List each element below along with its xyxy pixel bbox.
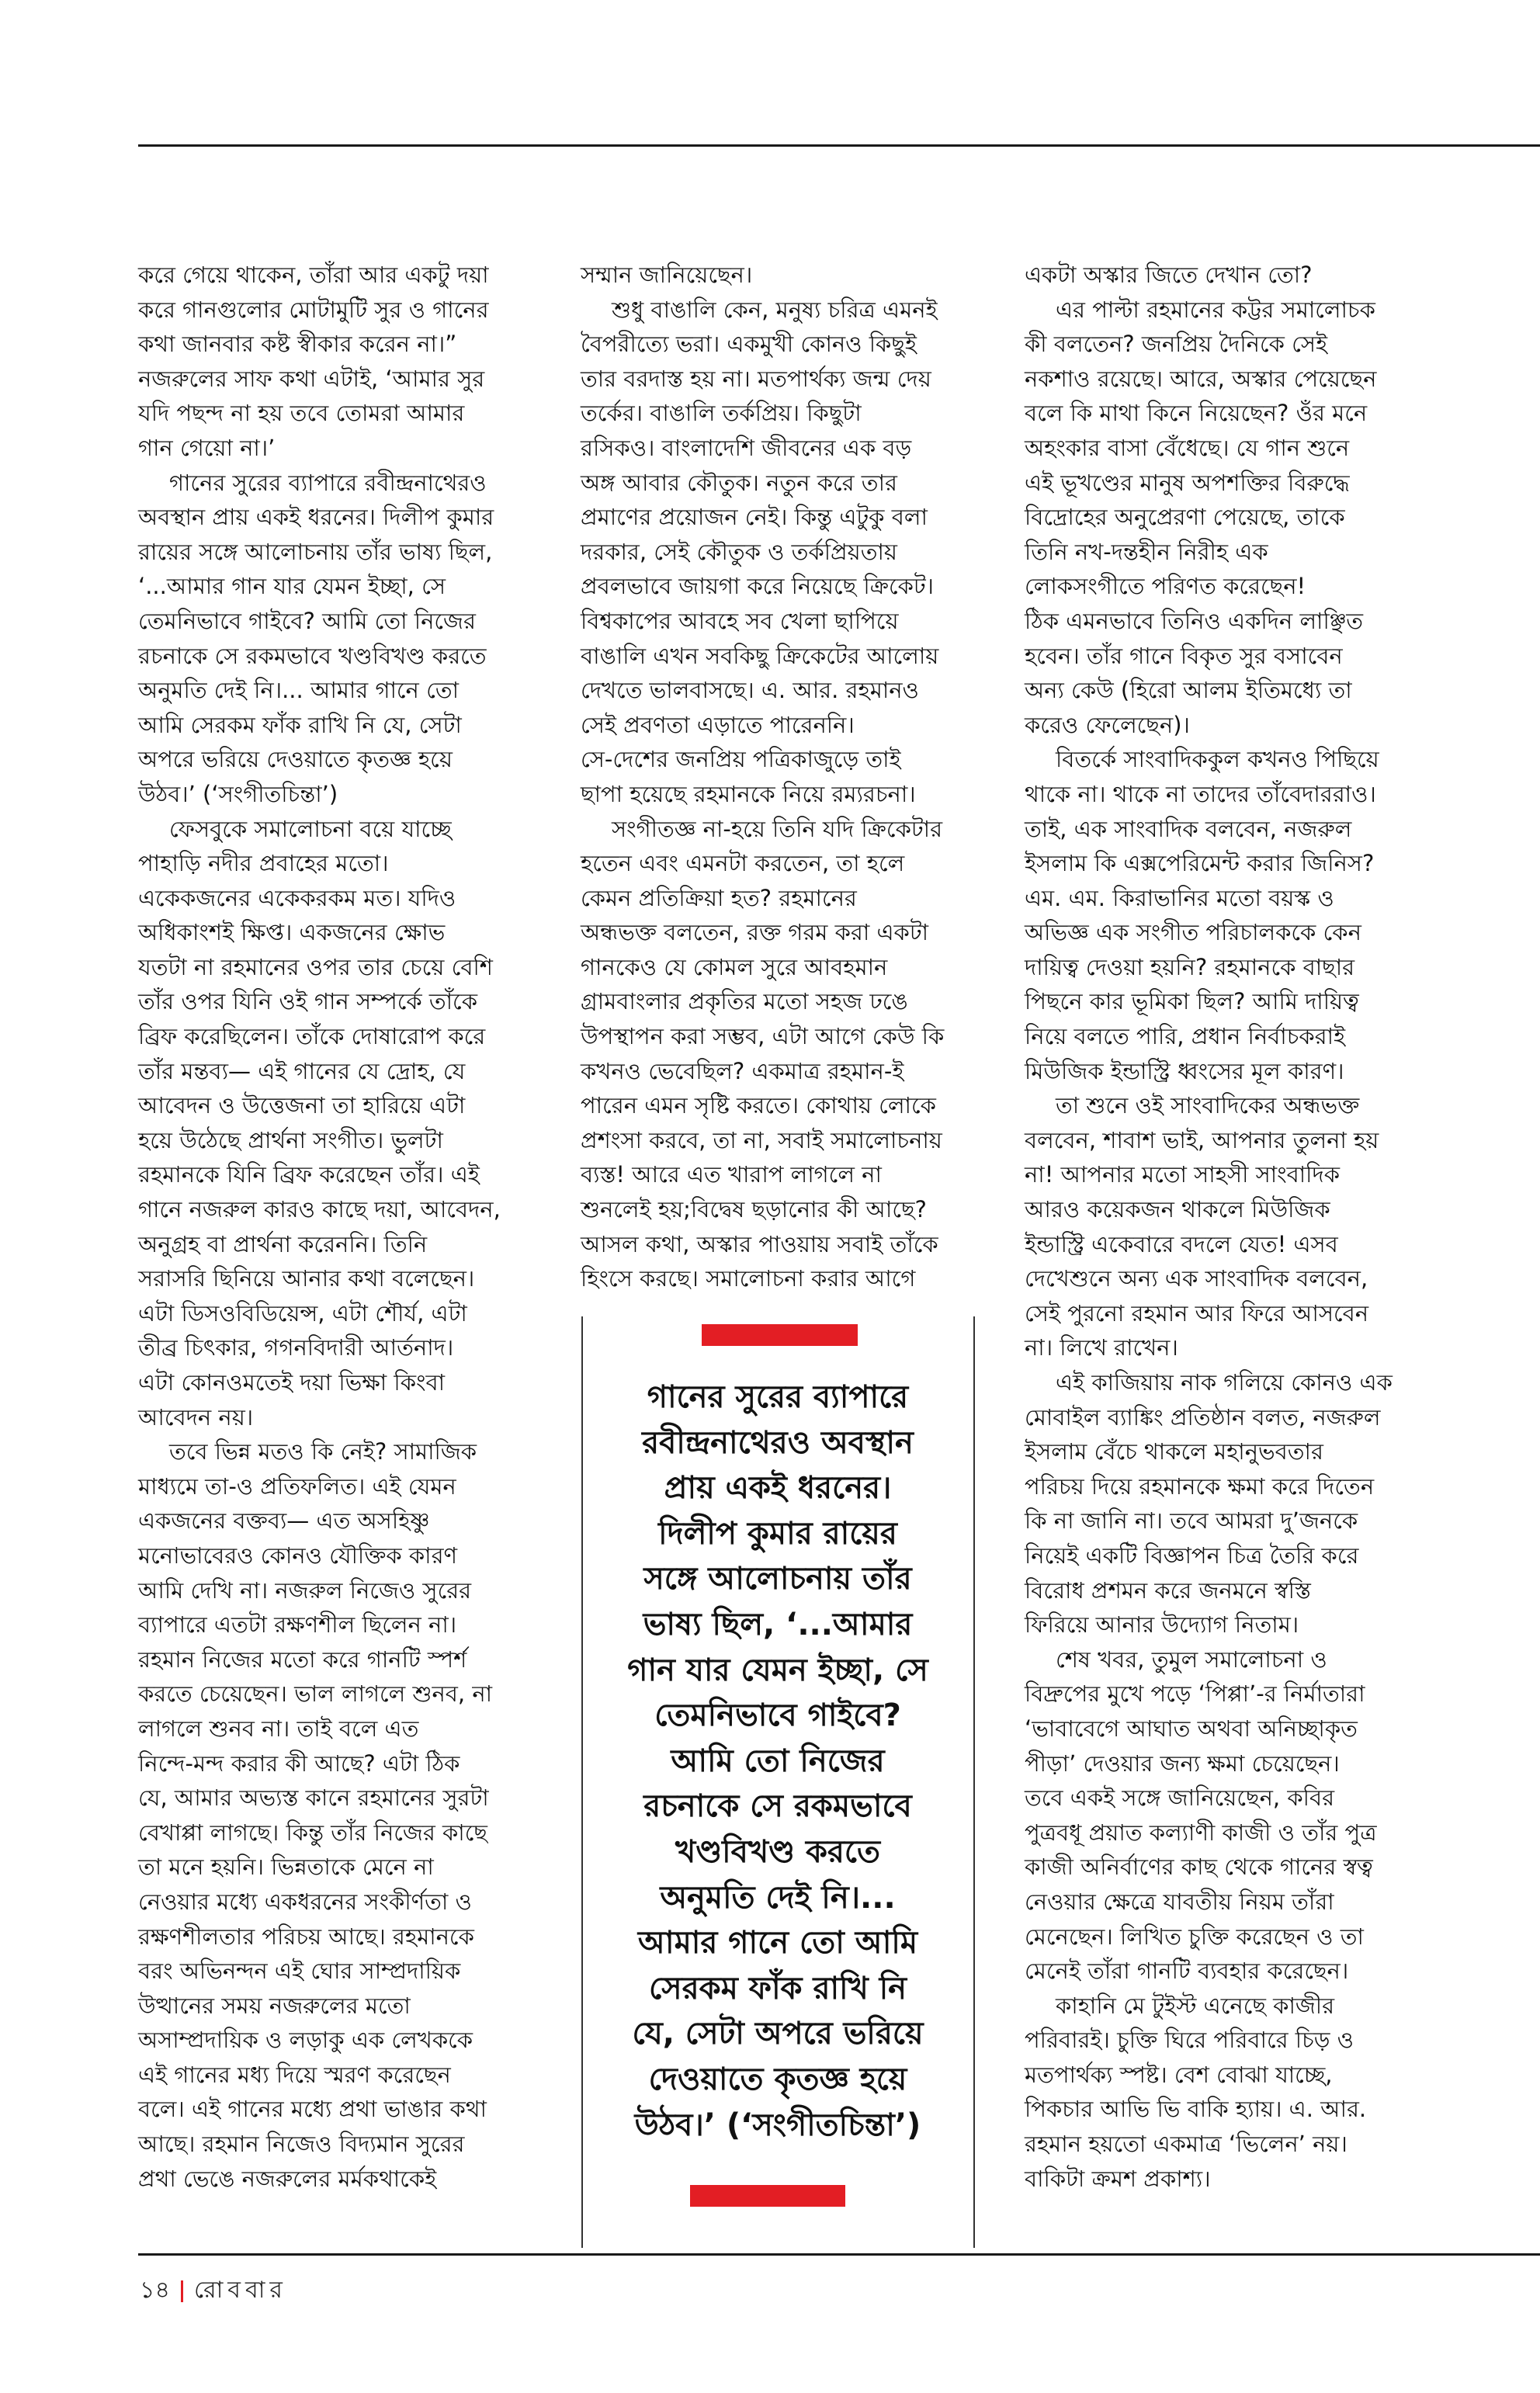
- paragraph: [138, 881, 542, 1435]
- pull-quote-top-accent-bar: [702, 1324, 858, 1346]
- text-line: প্রশংসা করবে, তা না, সবাই সমালোচনায়: [581, 1126, 942, 1153]
- text-line: তর্কের। বাঙালি তর্কপ্রিয়। কিছুটা: [581, 400, 862, 427]
- text-line: বাঙালি এখন সবকিছু ক্রিকেটের আলোয়: [581, 642, 939, 669]
- top-rule: [138, 144, 1540, 147]
- text-line: হিংসে করছে। সমালোচনা করার আগে: [581, 1265, 916, 1292]
- text-line: প্রথা ভেঙে নজরুলের মর্মকথাকেই: [138, 2165, 437, 2192]
- text-line: সেই প্রবণতা এড়াতে পারেননি।: [581, 711, 855, 738]
- text-line: কাজী অনির্বাণের কাছ থেকে গানের স্বত্ব: [1025, 1854, 1373, 1881]
- text-line: বিশ্বকাপের আবহে সব খেলা ছাপিয়ে: [581, 607, 899, 634]
- text-line: নকশাও রয়েছে। আরে, অস্কার পেয়েছেন: [1025, 365, 1377, 392]
- text-line: অহংকার বাসা বেঁধেছে। যে গান শুনে: [1025, 434, 1350, 461]
- text-line: বিদ্রুপের মুখে পড়ে ‘পিপ্পা’-র নির্মাতারা: [1025, 1680, 1365, 1708]
- text-line: শুধু বাঙালি কেন, মনুষ্য চরিত্র এমনই: [612, 296, 938, 323]
- text-line: দেখেশুনে অন্য এক সাংবাদিক বলবেন,: [1025, 1265, 1368, 1292]
- text-line: নজরুলের সাফ কথা এটাই, ‘আমার সুর: [138, 365, 485, 392]
- text-line: সে-দেশের জনপ্রিয় পত্রিকাজুড়ে তাই: [581, 746, 901, 773]
- text-line: ছাপা হয়েছে রহমানকে নিয়ে রম্যরচনা।: [581, 780, 916, 807]
- text-line: করতে চেয়েছেন। ভাল লাগলে শুনব, না: [138, 1680, 493, 1708]
- paragraph: [138, 1434, 542, 2196]
- article-column-2: [581, 258, 978, 1296]
- text-line: এই গানের মধ্য দিয়ে স্মরণ করেছেন: [138, 2061, 451, 2088]
- text-line: দেখতে ভালবাসছে। এ. আর. রহমানও: [581, 677, 919, 704]
- text-line: মতপার্থক্য স্পষ্ট। বেশ বোঝা যাচ্ছে,: [1025, 2061, 1333, 2088]
- text-line: রায়ের সঙ্গে আলোচনায় তাঁর ভাষ্য ছিল,: [138, 538, 493, 565]
- text-line: পীড়া’ দেওয়ার জন্য ক্ষমা চেয়েছেন।: [1025, 1750, 1340, 1777]
- text-line: কাহানি মে টুইস্ট এনেছে কাজীর: [1056, 1992, 1335, 2019]
- text-line: অন্ধভক্ত বলতেন, রক্ত গরম করা একটা: [581, 919, 929, 946]
- text-line: রক্ষণশীলতার পরিচয় আছে। রহমানকে: [138, 1923, 474, 1950]
- text-line: মোবাইল ব্যাঙ্কিং প্রতিষ্ঠান বলত, নজরুল: [1025, 1403, 1381, 1431]
- pull-quote-right-divider: [973, 1316, 975, 2248]
- text-line: মেনেছেন। লিখিত চুক্তি করেছেন ও তা: [1025, 1923, 1364, 1950]
- paragraph: [1025, 1088, 1428, 1365]
- pull-quote-line: উঠব।’ (‘সংগীতচিন্তা’): [634, 2107, 921, 2143]
- text-line: বিদ্রোহের অনুপ্রেরণা পেয়েছে, তাকে: [1025, 504, 1345, 531]
- text-line: ইসলাম কি এক্সপেরিমেন্ট করার জিনিস?: [1025, 850, 1375, 877]
- text-line: কি না জানি না। তবে আমরা দু’জনকে: [1025, 1507, 1358, 1535]
- pull-quote-line: গান যার যেমন ইচ্ছা, সে: [627, 1652, 928, 1688]
- text-line: গানের সুরের ব্যাপারে রবীন্দ্রনাথেরও: [169, 469, 487, 496]
- text-line: উঠব।’ (‘সংগীতচিন্তা’): [138, 780, 338, 807]
- text-line: না! আপনার মতো সাহসী সাংবাদিক: [1025, 1161, 1341, 1188]
- text-line: বৈপরীত্যে ভরা। একমুখী কোনও কিছুই: [581, 331, 917, 358]
- text-line: নেওয়ার ক্ষেত্রে যাবতীয় নিয়ম তাঁরা: [1025, 1888, 1334, 1915]
- bottom-rule: [138, 2253, 1540, 2256]
- text-line: কেমন প্রতিক্রিয়া হত? রহমানের: [581, 884, 857, 911]
- text-line: তা মনে হয়নি। ভিন্নতাকে মেনে না: [138, 1854, 434, 1881]
- text-line: সরাসরি ছিনিয়ে আনার কথা বলেছেন।: [138, 1265, 475, 1292]
- text-line: আমি দেখি না। নজরুল নিজেও সুরের: [138, 1576, 472, 1604]
- text-line: হতেন এবং এমনটা করতেন, তা হলে: [581, 850, 905, 877]
- text-line: বলে। এই গানের মধ্যে প্রথা ভাঙার কথা: [138, 2096, 487, 2123]
- pull-quote-line: সঙ্গে আলোচনায় তাঁর: [643, 1561, 912, 1597]
- text-line: সংগীতজ্ঞ না-হয়ে তিনি যদি ক্রিকেটার: [612, 815, 943, 842]
- text-line: অঙ্গ আবার কৌতুক। নতুন করে তার: [581, 469, 897, 496]
- text-line: যতটা না রহমানের ওপর তার চেয়ে বেশি: [138, 953, 493, 980]
- paragraph: [1025, 742, 1428, 1088]
- pull-quote-line: ভাষ্য ছিল, ‘...আমার: [643, 1606, 913, 1642]
- text-line: একটা অস্কার জিতে দেখান তো?: [1025, 262, 1313, 288]
- page-footer: [140, 2271, 287, 2311]
- magazine-name: রোববার: [193, 2277, 287, 2304]
- text-line: মনোভাবেরও কোনও যৌক্তিক কারণ: [138, 1542, 458, 1569]
- text-line: আসল কথা, অস্কার পাওয়ায় সবাই তাঁকে: [581, 1230, 938, 1257]
- paragraph: [138, 812, 542, 881]
- text-line: বিরোধ প্রশমন করে জনমনে স্বস্তি: [1025, 1576, 1311, 1604]
- text-line: তাই, এক সাংবাদিক বলবেন, নজরুল: [1025, 815, 1352, 842]
- pull-quote-line: অনুমতি দেই নি।...: [660, 1879, 896, 1916]
- text-line: অসাম্প্রদায়িক ও লড়াকু এক লেখককে: [138, 2027, 473, 2054]
- footer-separator-bar: [181, 2280, 183, 2302]
- text-line: এম. এম. কিরাভানির মতো বয়স্ক ও: [1025, 884, 1334, 911]
- pull-quote-line: তেমনিভাবে গাইবে?: [654, 1698, 901, 1734]
- text-line: উপস্থাপন করা সম্ভব, এটা আগে কেউ কি: [581, 1023, 945, 1050]
- text-line: পাহাড়ি নদীর প্রবাহের মতো।: [138, 850, 389, 877]
- text-line: পরিচয় দিয়ে রহমানকে ক্ষমা করে দিতেন: [1025, 1472, 1375, 1500]
- text-line: উত্থানের সময় নজরুলের মতো: [138, 1992, 411, 2019]
- text-line: করেও ফেলেছেন)।: [1025, 711, 1190, 738]
- text-line: তাঁর ওপর যিনি ওই গান সম্পর্কে তাঁকে: [138, 988, 477, 1015]
- text-line: রসিকও। বাংলাদেশি জীবনের এক বড়: [581, 434, 912, 461]
- text-line: ইসলাম বেঁচে থাকলে মহানুভবতার: [1025, 1438, 1323, 1465]
- pull-quote-left-divider: [581, 1316, 583, 2248]
- text-line: কখনও ভেবেছিল? একমাত্র রহমান-ই: [581, 1057, 904, 1084]
- pull-quote-line: দিলীপ কুমার রায়ের: [658, 1515, 897, 1552]
- text-line: ঠিক এমনভাবে তিনিও একদিন লাঞ্ছিত: [1025, 607, 1364, 634]
- text-line: রচনাকে সে রকমভাবে খণ্ডবিখণ্ড করতে: [138, 642, 487, 669]
- text-line: এটা কোনওমতেই দয়া ভিক্ষা কিংবা: [138, 1369, 446, 1396]
- pull-quote-line: রবীন্দ্রনাথেরও অবস্থান: [642, 1424, 914, 1461]
- text-line: রহমান নিজের মতো করে গানটি স্পর্শ: [138, 1646, 467, 1673]
- text-line: তাঁর মন্তব্য— এই গানের যে দ্রোহ, যে: [138, 1057, 466, 1084]
- article-column-3: [1025, 258, 1428, 2196]
- pull-quote-line: রচনাকে সে রকমভাবে: [643, 1788, 912, 1825]
- text-line: ব্রিফ করেছিলেন। তাঁকে দোষারোপ করে: [138, 1023, 486, 1050]
- text-line: নিয়েই একটি বিজ্ঞাপন চিত্র তৈরি করে: [1025, 1542, 1359, 1569]
- text-line: দায়িত্ব দেওয়া হয়নি? রহমানকে বাছার: [1025, 953, 1355, 980]
- text-line: বলবেন, শাবাশ ভাই, আপনার তুলনা হয়: [1025, 1126, 1379, 1153]
- text-line: বরং অভিনন্দন এই ঘোর সাম্প্রদায়িক: [138, 1958, 461, 1985]
- text-line: ফেসবুকে সমালোচনা বয়ে যাচ্ছে: [169, 815, 452, 842]
- pull-quote-bottom-accent-bar: [690, 2185, 845, 2207]
- paragraph: [1025, 1642, 1428, 1989]
- text-line: করে গানগুলোর মোটামুটি সুর ও গানের: [138, 296, 489, 323]
- text-line: প্রমাণের প্রয়োজন নেই। কিন্তু এটুকু বলা: [581, 504, 928, 531]
- text-line: মাধ্যমে তা-ও প্রতিফলিত। এই যেমন: [138, 1472, 456, 1500]
- text-line: রহমান হয়তো একমাত্র ‘ভিলেন’ নয়।: [1025, 2131, 1348, 2158]
- text-line: কী বলতেন? জনপ্রিয় দৈনিকে সেই: [1025, 331, 1328, 358]
- text-line: আবেদন নয়।: [138, 1403, 254, 1431]
- text-line: ‘ভাবাবেগে আঘাত অথবা অনিচ্ছাকৃত: [1025, 1715, 1358, 1742]
- text-line: পিছনে কার ভূমিকা ছিল? আমি দায়িত্ব: [1025, 988, 1359, 1015]
- text-line: অবস্থান প্রায় একই ধরনের। দিলীপ কুমার: [138, 504, 494, 531]
- pull-quote-line: দেওয়াতে কৃতজ্ঞ হয়ে: [648, 2061, 907, 2097]
- text-line: ‘...আমার গান যার যেমন ইচ্ছা, সে: [138, 573, 446, 600]
- pull-quote-line: যে, সেটা অপরে ভরিয়ে: [632, 2016, 924, 2052]
- text-line: নিয়ে বলতে পারি, প্রধান নির্বাচকরাই: [1025, 1023, 1346, 1050]
- article-column-1: [138, 258, 542, 2196]
- text-line: তবে ভিন্ন মতও কি নেই? সামাজিক: [169, 1438, 477, 1465]
- paragraph: [138, 362, 542, 466]
- text-line: সেই পুরনো রহমান আর ফিরে আসবেন: [1025, 1299, 1369, 1327]
- text-line: বিতর্কে সাংবাদিককুল কখনও পিছিয়ে: [1056, 746, 1379, 773]
- text-line: মিউজিক ইন্ডাস্ট্রি ধ্বংসের মূল কারণ।: [1025, 1057, 1344, 1084]
- text-line: বেখাপ্পা লাগছে। কিন্তু তাঁর নিজের কাছে: [138, 1819, 487, 1846]
- text-line: আরও কয়েকজন থাকলে মিউজিক: [1025, 1196, 1330, 1223]
- page-number: ১৪: [140, 2277, 170, 2304]
- paragraph: [138, 258, 542, 362]
- text-line: অধিকাংশই ক্ষিপ্ত। একজনের ক্ষোভ: [138, 919, 446, 946]
- pull-quote-line: সেরকম ফাঁক রাখি নি: [648, 1970, 907, 2006]
- text-line: করে গেয়ে থাকেন, তাঁরা আর একটু দয়া: [138, 262, 489, 288]
- text-line: পুত্রবধূ প্রয়াত কল্যাণী কাজী ও তাঁর পুত্র: [1025, 1819, 1377, 1846]
- text-line: অপরে ভরিয়ে দেওয়াতে কৃতজ্ঞ হয়ে: [138, 746, 453, 773]
- pull-quote-line: গানের সুরের ব্যাপারে: [647, 1379, 909, 1415]
- text-line: রহমানকে যিনি ব্রিফ করেছেন তাঁর। এই: [138, 1161, 480, 1188]
- text-line: আমি সেরকম ফাঁক রাখি নি যে, সেটা: [138, 711, 462, 738]
- text-line: গানকেও যে কোমল সুরে আবহমান: [581, 953, 888, 980]
- text-line: পারেন এমন সৃষ্টি করতে। কোথায় লোকে: [581, 1092, 936, 1119]
- paragraph: [1025, 258, 1428, 293]
- text-line: গানে নজরুল কারও কাছে দয়া, আবেদন,: [138, 1196, 501, 1223]
- text-line: লোকসংগীতে পরিণত করেছেন!: [1025, 573, 1306, 600]
- text-line: লাগলে শুনব না। তাই বলে এত: [138, 1715, 419, 1742]
- text-line: তবে একই সঙ্গে জানিয়েছেন, কবির: [1025, 1784, 1335, 1812]
- text-line: যে, আমার অভ্যস্ত কানে রহমানের সুরটা: [138, 1784, 489, 1812]
- text-line: শেষ খবর, তুমুল সমালোচনা ও: [1056, 1646, 1327, 1673]
- text-line: শুনলেই হয়;বিদ্বেষ ছড়ানোর কী আছে?: [581, 1196, 927, 1223]
- text-line: বলে কি মাথা কিনে নিয়েছেন? ওঁর মনে: [1025, 400, 1368, 427]
- text-line: না। লিখে রাখেন।: [1025, 1334, 1178, 1361]
- pull-quote: [584, 1375, 972, 2148]
- text-line: তিনি নখ-দন্তহীন নিরীহ এক: [1025, 538, 1268, 565]
- pull-quote-line: প্রায় একই ধরনের।: [664, 1470, 892, 1507]
- text-line: এই কাজিয়ায় নাক গলিয়ে কোনও এক: [1056, 1369, 1393, 1396]
- paragraph: [1025, 293, 1428, 604]
- paragraph: [1025, 1365, 1428, 1642]
- text-line: যদি পছন্দ না হয় তবে তোমরা আমার: [138, 400, 465, 427]
- pull-quote-line: খণ্ডবিখণ্ড করতে: [675, 1833, 881, 1870]
- text-line: অনুগ্রহ বা প্রার্থনা করেননি। তিনি: [138, 1230, 428, 1257]
- paragraph: [581, 742, 978, 811]
- text-line: ইন্ডাস্ট্রি একেবারে বদলে যেত! এসব: [1025, 1230, 1338, 1257]
- text-line: নিন্দে-মন্দ করার কী আছে? এটা ঠিক: [138, 1750, 460, 1777]
- text-line: অনুমতি দেই নি।... আমার গানে তো: [138, 677, 459, 704]
- text-line: কথা জানবার কষ্ট স্বীকার করেন না।”: [138, 331, 457, 358]
- text-line: এর পাল্টা রহমানের কট্টর সমালোচক: [1056, 296, 1375, 323]
- text-line: তীব্র চিৎকার, গগনবিদারী আর্তনাদ।: [138, 1334, 454, 1361]
- text-line: অন্য কেউ (হিরো আলম ইতিমধ্যে তা: [1025, 677, 1352, 704]
- paragraph: [1025, 1989, 1428, 2197]
- text-line: ব্যস্ত! আরে এত খারাপ লাগলে না: [581, 1161, 882, 1188]
- paragraph: [581, 258, 978, 293]
- pull-quote-line: আমি তো নিজের: [671, 1743, 885, 1779]
- paragraph: [138, 466, 542, 812]
- text-line: হয়ে উঠেছে প্রার্থনা সংগীত। ভুলটা: [138, 1126, 443, 1153]
- text-line: এই ভূখণ্ডের মানুষ অপশক্তির বিরুদ্ধে: [1025, 469, 1350, 496]
- text-line: নেওয়ার মধ্যে একধরনের সংকীর্ণতা ও: [138, 1888, 472, 1915]
- text-line: থাকে না। থাকে না তাদের তাঁবেদাররাও।: [1025, 780, 1376, 807]
- text-line: তেমনিভাবে গাইবে? আমি তো নিজের: [138, 607, 476, 634]
- pull-quote-line: আমার গানে তো আমি: [637, 1925, 918, 1961]
- text-line: বাকিটা ক্রমশ প্রকাশ্য।: [1025, 2165, 1211, 2192]
- text-line: ব্যাপারে এতটা রক্ষণশীল ছিলেন না।: [138, 1611, 457, 1639]
- paragraph: [581, 293, 978, 743]
- paragraph: [581, 812, 978, 1296]
- text-line: একেকজনের একেকরকম মত। যদিও: [138, 884, 456, 911]
- text-line: গ্রামবাংলার প্রকৃতির মতো সহজ ঢঙে: [581, 988, 908, 1015]
- text-line: আছে। রহমান নিজেও বিদ্যমান সুরের: [138, 2131, 465, 2158]
- text-line: হবেন। তাঁর গানে বিকৃত সুর বসাবেন: [1025, 642, 1343, 669]
- text-line: দরকার, সেই কৌতুক ও তর্কপ্রিয়তায়: [581, 538, 898, 565]
- text-line: সম্মান জানিয়েছেন।: [581, 262, 753, 288]
- text-line: আবেদন ও উত্তেজনা তা হারিয়ে এটা: [138, 1092, 466, 1119]
- text-line: মেনেই তাঁরা গানটি ব্যবহার করেছেন।: [1025, 1958, 1349, 1985]
- text-line: তা শুনে ওই সাংবাদিকের অন্ধভক্ত: [1056, 1092, 1360, 1119]
- text-line: গান গেয়ো না।’: [138, 434, 276, 461]
- text-line: তার বরদাস্ত হয় না। মতপার্থক্য জন্ম দেয়: [581, 365, 931, 392]
- text-line: অভিজ্ঞ এক সংগীত পরিচালককে কেন: [1025, 919, 1361, 946]
- text-line: পরিবারই। চুক্তি ঘিরে পরিবারে চিড় ও: [1025, 2027, 1354, 2054]
- text-line: পিকচার আভি ভি বাকি হ্যায়। এ. আর.: [1025, 2096, 1367, 2123]
- paragraph: [1025, 604, 1428, 742]
- text-line: ফিরিয়ে আনার উদ্যোগ নিতাম।: [1025, 1611, 1299, 1639]
- text-line: একজনের বক্তব্য— এত অসহিষ্ণু: [138, 1507, 430, 1535]
- text-line: এটা ডিসওবিডিয়েন্স, এটা শৌর্য, এটা: [138, 1299, 467, 1327]
- text-line: প্রবলভাবে জায়গা করে নিয়েছে ক্রিকেট।: [581, 573, 935, 600]
